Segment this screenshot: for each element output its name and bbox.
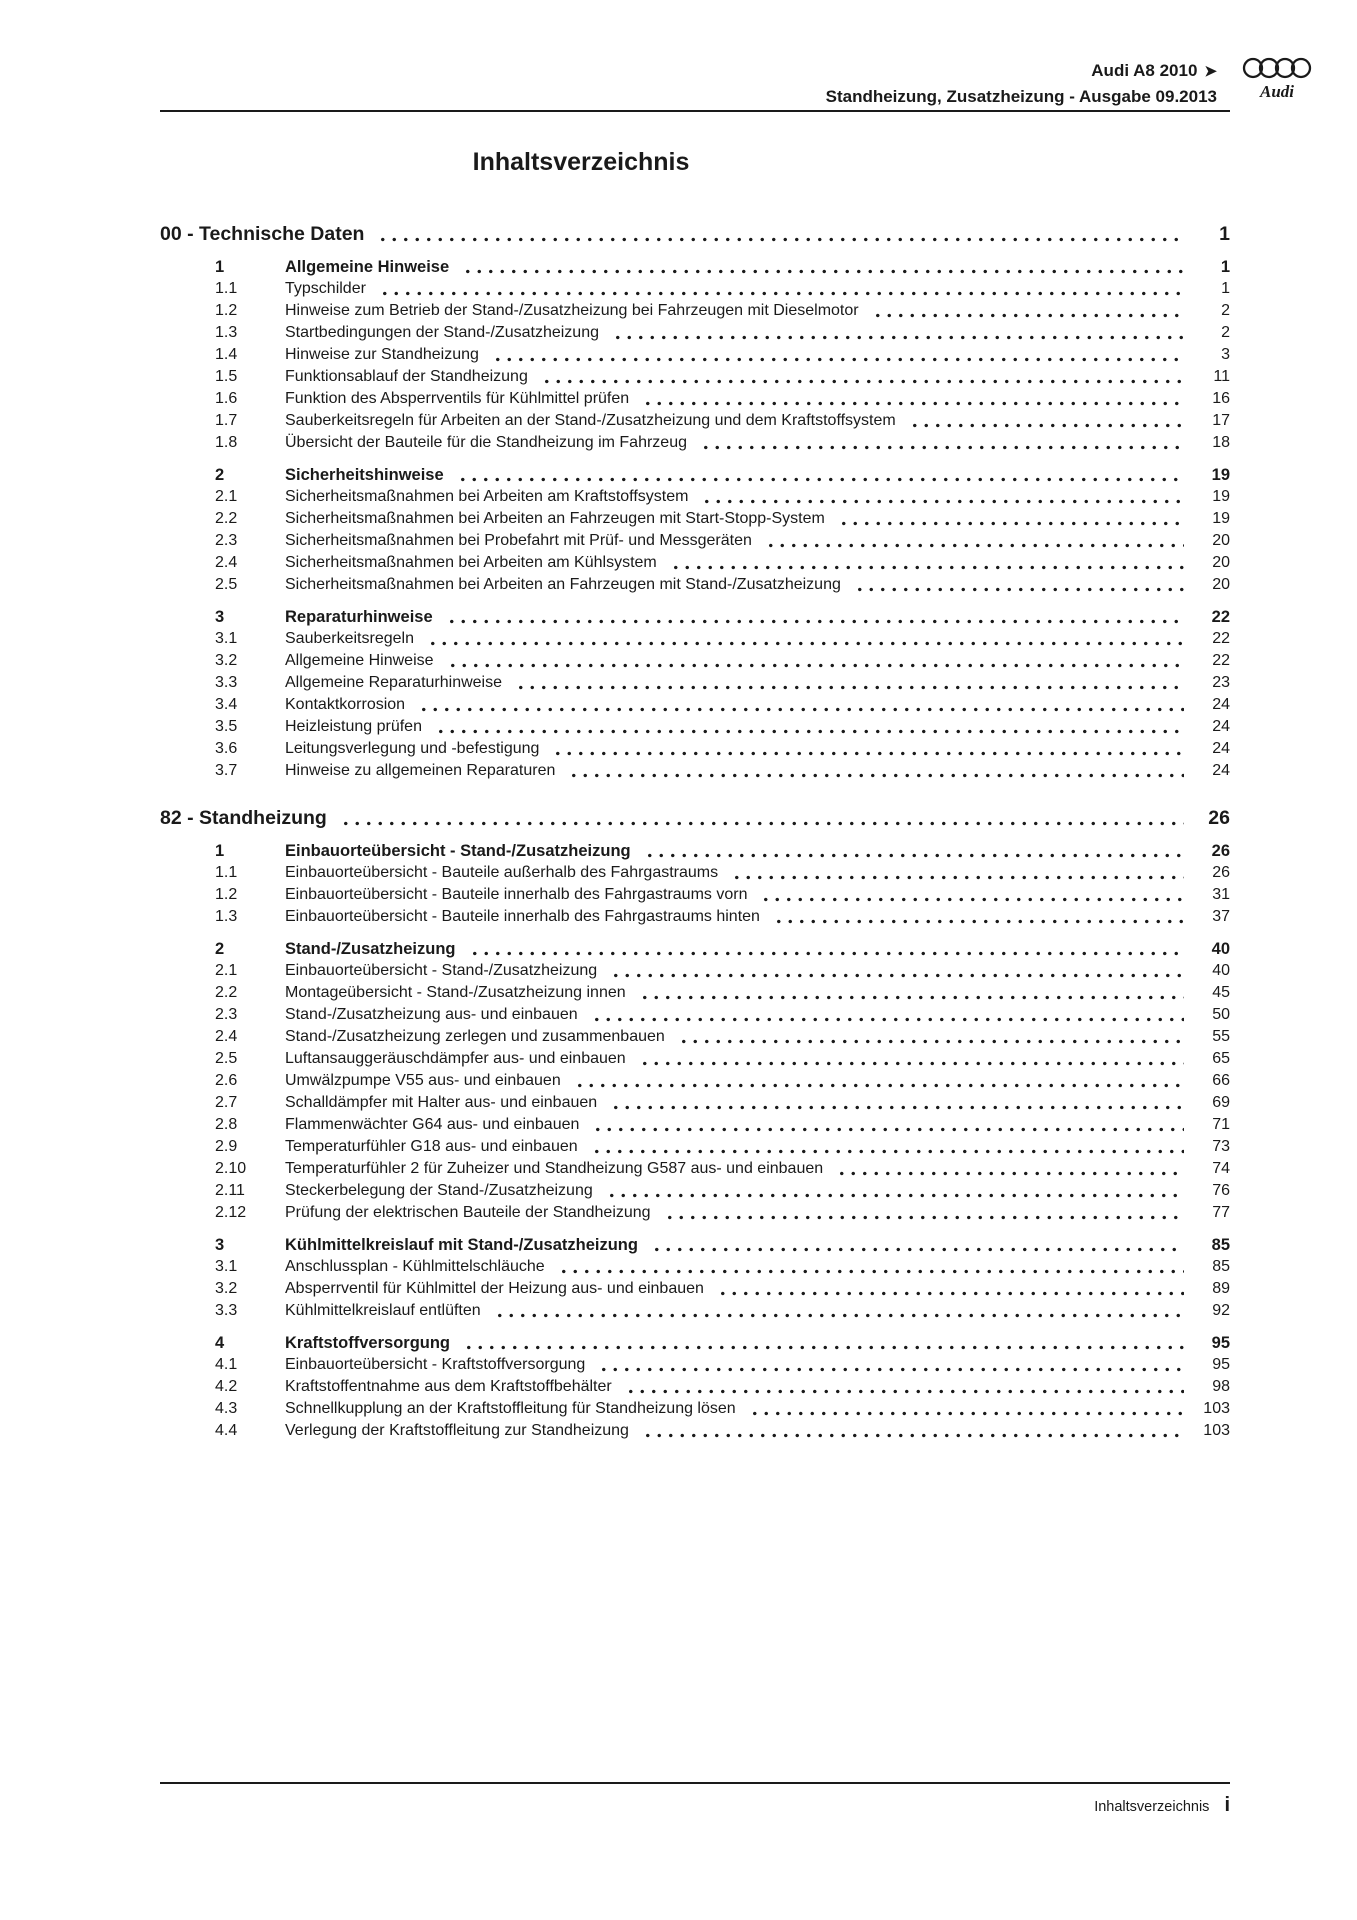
dot-leader: [609, 972, 1184, 979]
entry-title: Stand-/Zusatzheizung aus- und einbauen: [285, 1006, 578, 1023]
toc-item-row: [160, 366, 1230, 388]
entry-page-number: 2: [1221, 302, 1230, 319]
toc-item-row: [160, 1398, 1230, 1420]
toc-group-row: [160, 256, 1230, 278]
entry-title: Schalldämpfer mit Halter aus- und einbauen: [285, 1094, 598, 1111]
entry-title: Übersicht der Bauteile für die Standheizung im Fahrzeug: [285, 434, 687, 451]
page-header: [160, 56, 1313, 109]
entry-number: 2.4: [215, 1028, 238, 1045]
entry-page-number: 73: [1212, 1138, 1230, 1155]
header-divider: [160, 110, 1230, 112]
toc-group-row: [160, 1332, 1230, 1354]
entry-number: 3: [215, 1236, 225, 1254]
dot-leader: [468, 950, 1185, 957]
footer-page-number: i: [1224, 1794, 1230, 1816]
entry-title: Flammenwächter G64 aus- und einbauen: [285, 1116, 580, 1133]
toc-item-row: [160, 486, 1230, 508]
dot-leader: [611, 334, 1184, 341]
toc-item-row: [160, 1070, 1230, 1092]
audi-logo: [1241, 56, 1313, 102]
entry-title: Sicherheitsmaßnahmen bei Arbeiten am Kühlsystem: [285, 554, 657, 571]
entry-title: Temperaturfühler G18 aus- und einbauen: [285, 1138, 578, 1155]
toc-group-row: [160, 606, 1230, 628]
entry-number: 3.4: [215, 696, 238, 713]
dot-leader: [557, 1268, 1184, 1275]
dot-leader: [772, 918, 1184, 925]
entry-number: 3.2: [215, 652, 238, 669]
dot-leader: [445, 618, 1184, 625]
dot-leader: [748, 1410, 1184, 1417]
header-model-line: [826, 58, 1217, 84]
dot-leader: [591, 1126, 1184, 1133]
dot-leader: [339, 820, 1184, 827]
entry-number: 2.9: [215, 1138, 238, 1155]
entry-title: Sauberkeitsregeln für Arbeiten an der Stand-/Zusatzheizung und dem Kraftstoffsystem: [285, 412, 896, 429]
entry-page-number: 40: [1211, 940, 1230, 958]
entry-title: Einbauorteübersicht - Stand-/Zusatzheizung: [285, 962, 598, 979]
entry-title: Einbauorteübersicht - Stand-/Zusatzheizung: [285, 842, 631, 860]
toc-item-row: [160, 1004, 1230, 1026]
entry-page-number: 65: [1212, 1050, 1230, 1067]
entry-page-number: 55: [1212, 1028, 1230, 1045]
dot-leader: [540, 378, 1184, 385]
entry-title: Luftansauggeräuschdämpfer aus- und einbauen: [285, 1050, 626, 1067]
arrow-icon: ➤: [1204, 63, 1217, 80]
entry-number: 3.3: [215, 1302, 238, 1319]
entry-title: Einbauorteübersicht - Kraftstoffversorgung: [285, 1356, 586, 1373]
entry-number: 2.5: [215, 1050, 238, 1067]
entry-page-number: 2: [1221, 324, 1230, 341]
toc-group-row: [160, 840, 1230, 862]
toc-section-row: [160, 222, 1230, 246]
dot-leader: [759, 896, 1184, 903]
entry-title: Hinweise zum Betrieb der Stand-/Zusatzheizung bei Fahrzeugen mit Dieselmotor: [285, 302, 859, 319]
entry-title: Startbedingungen der Stand-/Zusatzheizung: [285, 324, 599, 341]
entry-title: Absperrventil für Kühlmittel der Heizung aus- und einbauen: [285, 1280, 704, 1297]
page-title: Inhaltsverzeichnis: [472, 148, 690, 176]
entry-title: Sicherheitsmaßnahmen bei Probefahrt mit Prüf- und Messgeräten: [285, 532, 752, 549]
entry-title: Sicherheitsmaßnahmen bei Arbeiten am Kraftstoffsystem: [285, 488, 689, 505]
entry-number: 2.6: [215, 1072, 238, 1089]
entry-number: 1.2: [215, 302, 238, 319]
entry-page-number: 95: [1212, 1356, 1230, 1373]
dot-leader: [871, 312, 1184, 319]
entry-page-number: 76: [1212, 1182, 1230, 1199]
entry-page-number: 17: [1212, 412, 1230, 429]
dot-leader: [908, 422, 1184, 429]
entry-title: Funktion des Absperrventils für Kühlmittel prüfen: [285, 390, 630, 407]
entry-title: Heizleistung prüfen: [285, 718, 422, 735]
toc-item-row: [160, 628, 1230, 650]
footer-label: Inhaltsverzeichnis: [1094, 1799, 1210, 1815]
header-text: [826, 56, 1217, 109]
entry-number: 1.1: [215, 864, 238, 881]
toc-item-row: [160, 1354, 1230, 1376]
dot-leader: [677, 1038, 1184, 1045]
dot-leader: [426, 640, 1184, 647]
dot-leader: [669, 564, 1184, 571]
entry-number: 3.7: [215, 762, 238, 779]
entry-title: Montageübersicht - Stand-/Zusatzheizung innen: [285, 984, 626, 1001]
toc-item-row: [160, 344, 1230, 366]
dot-leader: [456, 476, 1184, 483]
entry-number: 3: [215, 608, 225, 626]
entry-number: 2.10: [215, 1160, 247, 1177]
entry-title: Umwälzpumpe V55 aus- und einbauen: [285, 1072, 561, 1089]
dot-leader: [434, 728, 1184, 735]
entry-number: 3.5: [215, 718, 238, 735]
entry-number: 1.3: [215, 324, 238, 341]
dot-leader: [573, 1082, 1184, 1089]
toc-item-row: [160, 760, 1230, 782]
entry-page-number: 103: [1203, 1422, 1230, 1439]
entry-number: 3.3: [215, 674, 238, 691]
entry-title: Funktionsablauf der Standheizung: [285, 368, 528, 385]
entry-number: 4.3: [215, 1400, 238, 1417]
entry-title: Sicherheitsmaßnahmen bei Arbeiten an Fahrzeugen mit Stand-/Zusatzheizung: [285, 576, 841, 593]
toc-item-row: [160, 300, 1230, 322]
entry-number: 2.2: [215, 984, 238, 1001]
entry-page-number: 98: [1212, 1378, 1230, 1395]
entry-number: 3.1: [215, 630, 238, 647]
entry-page-number: 37: [1212, 908, 1230, 925]
entry-page-number: 31: [1212, 886, 1230, 903]
entry-page-number: 45: [1212, 984, 1230, 1001]
entry-title: Stand-/Zusatzheizung zerlegen und zusammenbauen: [285, 1028, 665, 1045]
toc-item-row: [160, 410, 1230, 432]
entry-number: 3.2: [215, 1280, 238, 1297]
entry-number: 1: [215, 842, 225, 860]
entry-page-number: 16: [1212, 390, 1230, 407]
dot-leader: [551, 750, 1184, 757]
entry-title: Einbauorteübersicht - Bauteile innerhalb des Fahrgastraums vorn: [285, 886, 748, 903]
dot-leader: [514, 684, 1184, 691]
entry-page-number: 85: [1212, 1258, 1230, 1275]
entry-number: 2: [215, 466, 225, 484]
toc-item-row: [160, 738, 1230, 760]
dot-leader: [730, 874, 1184, 881]
entry-number: 1.5: [215, 368, 238, 385]
entry-title: Allgemeine Hinweise: [285, 652, 434, 669]
dot-leader: [643, 852, 1184, 859]
entry-page-number: 103: [1203, 1400, 1230, 1417]
toc-item-row: [160, 1048, 1230, 1070]
entry-number: 2: [215, 940, 225, 958]
entry-page-number: 92: [1212, 1302, 1230, 1319]
toc-item-row: [160, 1300, 1230, 1322]
toc-item-row: [160, 1256, 1230, 1278]
entry-page-number: 1: [1221, 280, 1230, 297]
toc-item-row: [160, 960, 1230, 982]
dot-leader: [462, 1344, 1184, 1351]
dot-leader: [837, 520, 1184, 527]
entry-title: Allgemeine Hinweise: [285, 258, 450, 276]
entry-number: 2.7: [215, 1094, 238, 1111]
toc-item-row: [160, 574, 1230, 596]
entry-number: 3.6: [215, 740, 238, 757]
entry-title: Sicherheitsmaßnahmen bei Arbeiten an Fahrzeugen mit Start-Stopp-System: [285, 510, 825, 527]
entry-title: Einbauorteübersicht - Bauteile außerhalb des Fahrgastraums: [285, 864, 719, 881]
toc-item-row: [160, 716, 1230, 738]
entry-number: 1.6: [215, 390, 238, 407]
toc-item-row: [160, 1278, 1230, 1300]
toc-item-row: [160, 884, 1230, 906]
entry-page-number: 23: [1212, 674, 1230, 691]
entry-number: 2.4: [215, 554, 238, 571]
entry-number: 1.8: [215, 434, 238, 451]
dot-leader: [417, 706, 1184, 713]
entry-title: Kühlmittelkreislauf entlüften: [285, 1302, 481, 1319]
entry-page-number: 26: [1211, 842, 1230, 860]
entry-number: 2.1: [215, 488, 238, 505]
entry-title: Verlegung der Kraftstoffleitung zur Standheizung: [285, 1422, 629, 1439]
entry-title: Schnellkupplung an der Kraftstoffleitung für Standheizung lösen: [285, 1400, 736, 1417]
toc-item-row: [160, 1026, 1230, 1048]
toc-item-row: [160, 862, 1230, 884]
dot-leader: [624, 1388, 1184, 1395]
toc-item-row: [160, 1114, 1230, 1136]
entry-page-number: 20: [1212, 576, 1230, 593]
entry-title: Einbauorteübersicht - Bauteile innerhalb des Fahrgastraums hinten: [285, 908, 760, 925]
entry-page-number: 24: [1212, 740, 1230, 757]
toc-item-row: [160, 982, 1230, 1004]
entry-title: Kraftstoffentnahme aus dem Kraftstoffbehälter: [285, 1378, 612, 1395]
dot-leader: [461, 268, 1184, 275]
dot-leader: [853, 586, 1184, 593]
entry-page-number: 19: [1211, 466, 1230, 484]
dot-leader: [764, 542, 1184, 549]
toc-item-row: [160, 672, 1230, 694]
section-label: 82 - Standheizung: [160, 807, 327, 829]
entry-title: Anschlussplan - Kühlmittelschläuche: [285, 1258, 545, 1275]
entry-page-number: 20: [1212, 554, 1230, 571]
entry-page-number: 69: [1212, 1094, 1230, 1111]
entry-number: 3.1: [215, 1258, 238, 1275]
toc-item-row: [160, 322, 1230, 344]
toc-item-row: [160, 1180, 1230, 1202]
entry-page-number: 11: [1213, 368, 1230, 385]
footer-divider: [160, 1782, 1230, 1784]
entry-title: Sauberkeitsregeln: [285, 630, 414, 647]
entry-title: Kontaktkorrosion: [285, 696, 406, 713]
entry-title: Typschilder: [285, 280, 366, 297]
entry-number: 4.4: [215, 1422, 238, 1439]
section-page-number: 26: [1208, 807, 1230, 829]
entry-title: Stand-/Zusatzheizung: [285, 940, 456, 958]
entry-number: 4: [215, 1334, 225, 1352]
dot-leader: [700, 498, 1184, 505]
entry-number: 2.12: [215, 1204, 247, 1221]
entry-title: Kraftstoffversorgung: [285, 1334, 451, 1352]
section-label: 00 - Technische Daten: [160, 223, 365, 245]
toc-group-row: [160, 938, 1230, 960]
toc-item-row: [160, 1136, 1230, 1158]
entry-page-number: 1: [1220, 258, 1230, 276]
entry-page-number: 22: [1212, 652, 1230, 669]
entry-title: Allgemeine Reparaturhinweise: [285, 674, 503, 691]
dot-leader: [590, 1148, 1184, 1155]
toc-item-row: [160, 1420, 1230, 1442]
entry-number: 2.3: [215, 1006, 238, 1023]
entry-number: 1: [215, 258, 225, 276]
entry-number: 1.2: [215, 886, 238, 903]
dot-leader: [376, 236, 1184, 243]
entry-page-number: 66: [1212, 1072, 1230, 1089]
entry-title: Temperaturfühler 2 für Zuheizer und Standheizung G587 aus- und einbauen: [285, 1160, 824, 1177]
entry-title: Prüfung der elektrischen Bauteile der Standheizung: [285, 1204, 651, 1221]
toc-item-row: [160, 1202, 1230, 1224]
audi-rings-icon: [1242, 56, 1312, 81]
toc-item-row: [160, 906, 1230, 928]
entry-title: Hinweise zur Standheizung: [285, 346, 479, 363]
model-title: Audi A8 2010: [1091, 61, 1198, 80]
entry-number: 2.1: [215, 962, 238, 979]
entry-number: 2.3: [215, 532, 238, 549]
dot-leader: [446, 662, 1184, 669]
entry-page-number: 3: [1221, 346, 1230, 363]
entry-number: 4.1: [215, 1356, 238, 1373]
entry-page-number: 50: [1212, 1006, 1230, 1023]
entry-page-number: 18: [1212, 434, 1230, 451]
entry-number: 2.11: [215, 1182, 245, 1199]
toc-item-row: [160, 694, 1230, 716]
dot-leader: [605, 1192, 1184, 1199]
document-subtitle: Standheizung, Zusatzheizung - Ausgabe 09.2013: [825, 87, 1217, 106]
dot-leader: [590, 1016, 1184, 1023]
entry-number: 2.8: [215, 1116, 238, 1133]
toc-item-row: [160, 508, 1230, 530]
entry-page-number: 24: [1212, 696, 1230, 713]
toc-item-row: [160, 1158, 1230, 1180]
dot-leader: [493, 1312, 1184, 1319]
entry-page-number: 26: [1212, 864, 1230, 881]
toc-item-row: [160, 1092, 1230, 1114]
toc-item-row: [160, 388, 1230, 410]
dot-leader: [491, 356, 1184, 363]
toc-item-row: [160, 278, 1230, 300]
entry-title: Steckerbelegung der Stand-/Zusatzheizung: [285, 1182, 593, 1199]
toc-item-row: [160, 1376, 1230, 1398]
toc-group-row: [160, 1234, 1230, 1256]
toc: [160, 222, 1230, 1442]
entry-page-number: 89: [1212, 1280, 1230, 1297]
entry-number: 2.5: [215, 576, 238, 593]
entry-page-number: 95: [1211, 1334, 1230, 1352]
toc-item-row: [160, 650, 1230, 672]
dot-leader: [641, 1432, 1184, 1439]
entry-number: 1.4: [215, 346, 238, 363]
dot-leader: [609, 1104, 1184, 1111]
entry-title: Hinweise zu allgemeinen Reparaturen: [285, 762, 556, 779]
entry-number: 2.2: [215, 510, 238, 527]
dot-leader: [699, 444, 1184, 451]
entry-title: Reparaturhinweise: [285, 608, 433, 626]
entry-title: Sicherheitshinweise: [285, 466, 444, 484]
entry-title: Kühlmittelkreislauf mit Stand-/Zusatzheizung: [285, 1236, 638, 1254]
entry-page-number: 71: [1212, 1116, 1230, 1133]
dot-leader: [650, 1246, 1184, 1253]
entry-page-number: 74: [1212, 1160, 1230, 1177]
entry-title: Leitungsverlegung und -befestigung: [285, 740, 540, 757]
toc-item-row: [160, 432, 1230, 454]
entry-page-number: 19: [1212, 488, 1230, 505]
audi-wordmark: Audi: [1259, 82, 1295, 101]
dot-leader: [567, 772, 1184, 779]
dot-leader: [378, 290, 1184, 297]
dot-leader: [835, 1170, 1184, 1177]
entry-number: 1.1: [215, 280, 238, 297]
page-footer: [160, 1782, 1230, 1817]
entry-page-number: 24: [1212, 718, 1230, 735]
entry-number: 1.3: [215, 908, 238, 925]
toc-group-row: [160, 464, 1230, 486]
entry-page-number: 85: [1211, 1236, 1230, 1254]
dot-leader: [638, 994, 1184, 1001]
dot-leader: [641, 400, 1184, 407]
toc-item-row: [160, 552, 1230, 574]
entry-page-number: 40: [1212, 962, 1230, 979]
dot-leader: [716, 1290, 1184, 1297]
entry-number: 1.7: [215, 412, 238, 429]
dot-leader: [663, 1214, 1184, 1221]
entry-page-number: 77: [1212, 1204, 1230, 1221]
entry-page-number: 20: [1212, 532, 1230, 549]
entry-page-number: 24: [1212, 762, 1230, 779]
entry-page-number: 22: [1212, 630, 1230, 647]
entry-page-number: 19: [1212, 510, 1230, 527]
toc-section-row: [160, 806, 1230, 830]
entry-page-number: 22: [1211, 608, 1230, 626]
footer-text: [160, 1794, 1230, 1817]
toc-item-row: [160, 530, 1230, 552]
dot-leader: [597, 1366, 1184, 1373]
dot-leader: [638, 1060, 1184, 1067]
section-page-number: 1: [1219, 223, 1230, 245]
entry-number: 4.2: [215, 1378, 238, 1395]
